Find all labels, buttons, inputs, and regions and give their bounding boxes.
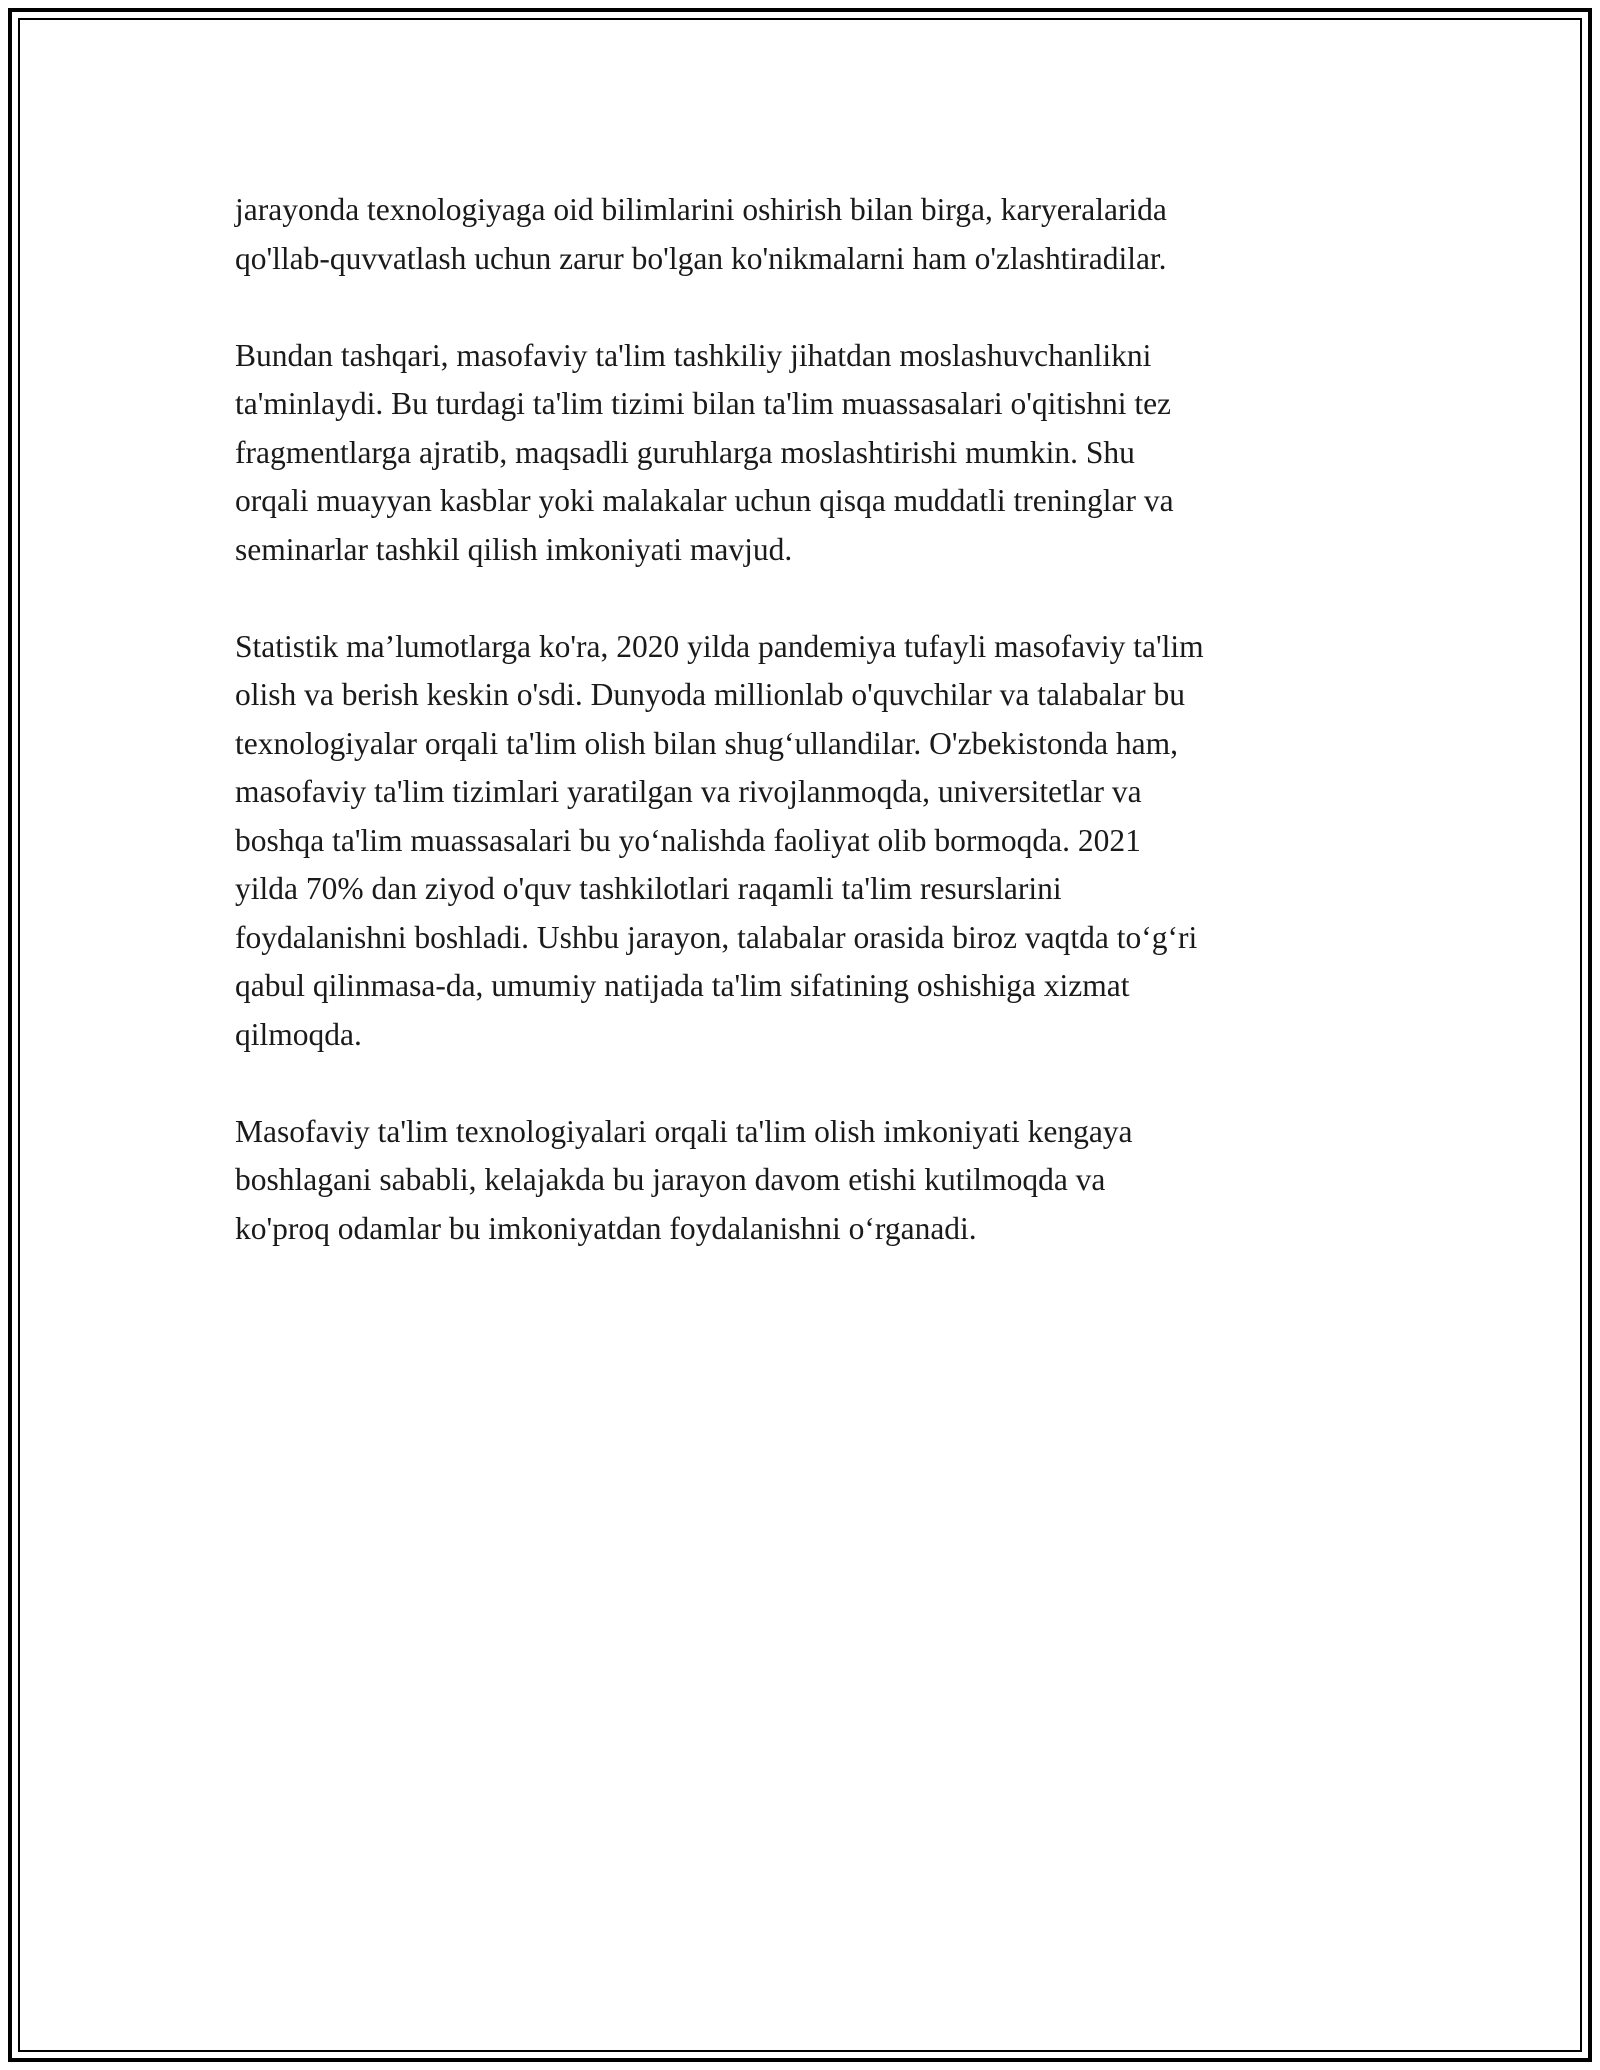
text-line: Masofaviy ta'lim texnologiyalari orqali ta'lim olish imkoniyati kengaya (235, 1113, 1133, 1149)
text-line: qilmoqda. (235, 1016, 362, 1052)
text-line: texnologiyalar orqali ta'lim olish bilan shug‘ullandilar. O'zbekistonda ham, (235, 725, 1179, 761)
paragraph-2 (235, 332, 1365, 575)
text-line: ta'minlaydi. Bu turdagi ta'lim tizimi bilan ta'lim muassasalari o'qitishni tez (235, 386, 1172, 421)
document-body (235, 186, 1365, 1302)
paragraph-4 (235, 1108, 1365, 1254)
paragraph-1 (235, 186, 1365, 283)
text-line: Bundan tashqari, masofaviy ta'lim tashkiliy jihatdan moslashuvchanlikni (235, 337, 1152, 373)
paragraph-3 (235, 623, 1365, 1060)
text-line: Statistik ma’lumotlarga ko'ra, 2020 yilda pandemiya tufayli masofaviy ta'lim (235, 628, 1204, 664)
text-line: orqali muayyan kasblar yoki malakalar uchun qisqa muddatli treninglar va (235, 483, 1174, 518)
text-line: qo'llab-quvvatlash uchun zarur bo'lgan ko'nikmalarni ham o'zlashtiradilar. (235, 240, 1167, 276)
text-line: boshqa ta'lim muassasalari bu yo‘nalishda faoliyat olib bormoqda. 2021 (235, 822, 1141, 858)
text-line: qabul qilinmasa-da, umumiy natijada ta'lim sifatining oshishiga xizmat (235, 968, 1130, 1003)
text-line: olish va berish keskin o'sdi. Dunyoda millionlab o'quvchilar va talabalar bu (235, 677, 1186, 712)
text-line: ko'proq odamlar bu imkoniyatdan foydalanishni o‘rganadi. (235, 1210, 977, 1246)
text-line: fragmentlarga ajratib, maqsadli guruhlarga moslashtirishi mumkin. Shu (235, 434, 1135, 470)
text-line: yilda 70% dan ziyod o'quv tashkilotlari raqamli ta'lim resurslarini (235, 871, 1062, 906)
text-line: seminarlar tashkil qilish imkoniyati mavjud. (235, 531, 793, 567)
text-line: jarayonda texnologiyaga oid bilimlarini oshirish bilan birga, karyeralarida (235, 192, 1167, 227)
text-line: masofaviy ta'lim tizimlari yaratilgan va rivojlanmoqda, universitetlar va (235, 774, 1142, 809)
text-line: boshlagani sababli, kelajakda bu jarayon davom etishi kutilmoqda va (235, 1162, 1106, 1197)
text-line: foydalanishni boshladi. Ushbu jarayon, talabalar orasida biroz vaqtda to‘g‘ri (235, 919, 1198, 955)
